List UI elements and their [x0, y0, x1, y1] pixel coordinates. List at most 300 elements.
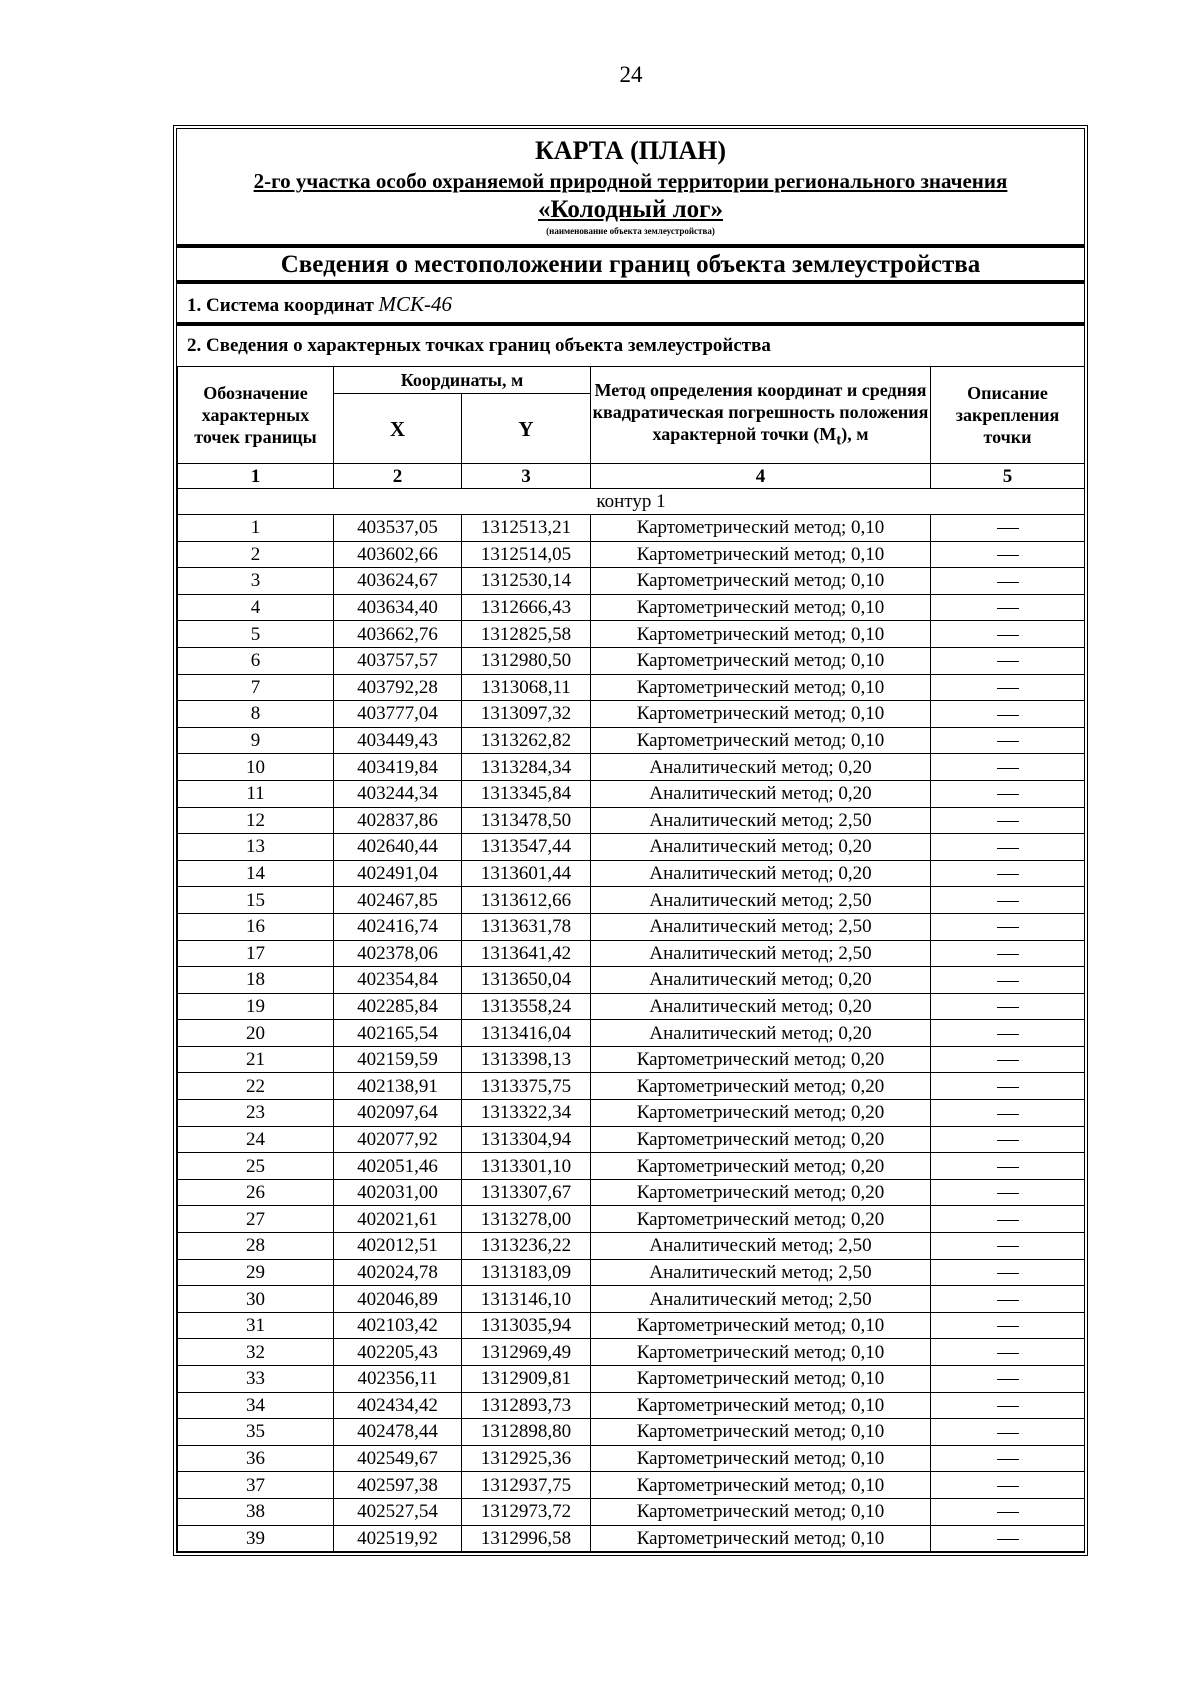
point-number: 16	[178, 913, 334, 940]
table-row	[178, 940, 1085, 967]
dash-mark	[997, 1406, 1019, 1407]
fixing-description	[931, 993, 1085, 1020]
method-accuracy: Картометрический метод; 0,10	[591, 568, 931, 595]
method-accuracy: Аналитический метод; 2,50	[591, 1233, 931, 1260]
method-accuracy: Аналитический метод; 2,50	[591, 887, 931, 914]
fixing-description	[931, 754, 1085, 781]
coordinate-y: 1312530,14	[462, 568, 591, 595]
header-description: Описание закрепления точки	[931, 367, 1085, 464]
table-row	[178, 967, 1085, 994]
fixing-description	[931, 727, 1085, 754]
coordinate-y: 1313097,32	[462, 701, 591, 728]
column-number-row	[178, 464, 1085, 489]
dash-mark	[997, 1300, 1019, 1301]
fixing-description	[931, 1498, 1085, 1525]
coordinate-x: 403792,28	[334, 674, 462, 701]
coordinate-x: 403634,40	[334, 594, 462, 621]
table-row	[178, 1206, 1085, 1233]
method-accuracy: Картометрический метод; 0,20	[591, 1206, 931, 1233]
coordinate-y: 1312925,36	[462, 1445, 591, 1472]
coordinate-y: 1313183,09	[462, 1259, 591, 1286]
dash-mark	[997, 608, 1019, 609]
coordinate-y: 1313416,04	[462, 1020, 591, 1047]
method-accuracy: Картометрический метод; 0,10	[591, 1392, 931, 1419]
point-number: 1	[178, 515, 334, 542]
dash-mark	[997, 1193, 1019, 1194]
coordinate-x: 402416,74	[334, 913, 462, 940]
coordinate-y: 1313641,42	[462, 940, 591, 967]
dash-mark	[997, 794, 1019, 795]
fixing-description	[931, 701, 1085, 728]
coordinate-y: 1313558,24	[462, 993, 591, 1020]
table-row	[178, 541, 1085, 568]
dash-mark	[997, 1433, 1019, 1434]
point-number: 6	[178, 647, 334, 674]
coordinate-x: 403662,76	[334, 621, 462, 648]
dash-mark	[997, 1512, 1019, 1513]
fixing-description	[931, 1153, 1085, 1180]
fixing-description	[931, 1525, 1085, 1552]
header-designation: Обозначение характерных точек границы	[178, 367, 334, 464]
dash-mark	[997, 821, 1019, 822]
point-number: 13	[178, 834, 334, 861]
dash-mark	[997, 528, 1019, 529]
dash-mark	[997, 1034, 1019, 1035]
point-number: 37	[178, 1472, 334, 1499]
coordinate-y: 1313278,00	[462, 1206, 591, 1233]
fixing-description	[931, 887, 1085, 914]
coordinate-y: 1312909,81	[462, 1366, 591, 1393]
coordinate-y: 1312513,21	[462, 515, 591, 542]
method-accuracy: Картометрический метод; 0,20	[591, 1100, 931, 1127]
coordinate-x: 402012,51	[334, 1233, 462, 1260]
coordinate-x: 402159,59	[334, 1046, 462, 1073]
table-row	[178, 780, 1085, 807]
coordinate-x: 402354,84	[334, 967, 462, 994]
dash-mark	[997, 768, 1019, 769]
dash-mark	[997, 1167, 1019, 1168]
coordinate-y: 1313236,22	[462, 1233, 591, 1260]
table-row	[178, 727, 1085, 754]
method-accuracy: Аналитический метод; 2,50	[591, 1286, 931, 1313]
column-number: 5	[931, 464, 1085, 489]
contour-row	[178, 489, 1085, 515]
header-method	[591, 367, 931, 464]
method-accuracy: Картометрический метод; 0,10	[591, 674, 931, 701]
fixing-description	[931, 1312, 1085, 1339]
point-number: 29	[178, 1259, 334, 1286]
coordinate-x: 402077,92	[334, 1126, 462, 1153]
table-row	[178, 807, 1085, 834]
coordinate-x: 402165,54	[334, 1020, 462, 1047]
fixing-description	[931, 1020, 1085, 1047]
coordinate-x: 402021,61	[334, 1206, 462, 1233]
column-number: 1	[178, 464, 334, 489]
table-row	[178, 1153, 1085, 1180]
table-row	[178, 1419, 1085, 1446]
dash-mark	[997, 1246, 1019, 1247]
coordinate-y: 1312937,75	[462, 1472, 591, 1499]
coordinate-system-label: 1. Система координат	[187, 295, 374, 316]
column-number: 3	[462, 464, 591, 489]
point-number: 28	[178, 1233, 334, 1260]
point-number: 4	[178, 594, 334, 621]
coordinate-system-value: МСК-46	[378, 292, 452, 316]
point-number: 24	[178, 1126, 334, 1153]
coordinate-y: 1313307,67	[462, 1179, 591, 1206]
fixing-description	[931, 780, 1085, 807]
fixing-description	[931, 674, 1085, 701]
method-accuracy: Картометрический метод; 0,10	[591, 594, 931, 621]
fixing-description	[931, 967, 1085, 994]
coordinate-x: 402031,00	[334, 1179, 462, 1206]
method-accuracy: Картометрический метод; 0,20	[591, 1126, 931, 1153]
dash-mark	[997, 1486, 1019, 1487]
fixing-description	[931, 594, 1085, 621]
table-row	[178, 1525, 1085, 1552]
method-accuracy: Картометрический метод; 0,10	[591, 1339, 931, 1366]
coordinate-x: 402097,64	[334, 1100, 462, 1127]
fixing-description	[931, 1445, 1085, 1472]
fixing-description	[931, 647, 1085, 674]
coordinate-y: 1313146,10	[462, 1286, 591, 1313]
point-number: 8	[178, 701, 334, 728]
fixing-description	[931, 1419, 1085, 1446]
point-number: 39	[178, 1525, 334, 1552]
contour-label: контур 1	[178, 489, 1085, 515]
column-number: 2	[334, 464, 462, 489]
dash-mark	[997, 715, 1019, 716]
point-number: 15	[178, 887, 334, 914]
coordinate-x: 402549,67	[334, 1445, 462, 1472]
coordinate-y: 1313284,34	[462, 754, 591, 781]
dash-mark	[997, 1379, 1019, 1380]
table-row	[178, 515, 1085, 542]
header-coordinates: Координаты, м	[334, 367, 591, 394]
method-accuracy: Аналитический метод; 0,20	[591, 860, 931, 887]
point-number: 32	[178, 1339, 334, 1366]
table-row	[178, 1233, 1085, 1260]
dash-mark	[997, 848, 1019, 849]
coordinate-x: 403624,67	[334, 568, 462, 595]
coordinate-x: 402527,54	[334, 1498, 462, 1525]
table-row	[178, 887, 1085, 914]
section-heading: Сведения о местоположении границ объекта землеустройства	[177, 246, 1084, 282]
dash-mark	[997, 1220, 1019, 1221]
points-table-body	[178, 515, 1085, 1552]
fixing-description	[931, 860, 1085, 887]
fixing-description	[931, 913, 1085, 940]
dash-mark	[997, 741, 1019, 742]
dash-mark	[997, 901, 1019, 902]
fixing-description	[931, 1472, 1085, 1499]
fixing-description	[931, 1046, 1085, 1073]
dash-mark	[997, 1326, 1019, 1327]
method-accuracy: Аналитический метод; 0,20	[591, 780, 931, 807]
coordinate-x: 403757,57	[334, 647, 462, 674]
header-x: X	[334, 394, 462, 464]
coordinate-y: 1313345,84	[462, 780, 591, 807]
fixing-description	[931, 940, 1085, 967]
coordinate-y: 1313304,94	[462, 1126, 591, 1153]
dash-mark	[997, 1114, 1019, 1115]
coordinate-x: 403537,05	[334, 515, 462, 542]
table-row	[178, 834, 1085, 861]
dash-mark	[997, 1140, 1019, 1141]
point-number: 10	[178, 754, 334, 781]
coordinate-x: 402491,04	[334, 860, 462, 887]
method-accuracy: Картометрический метод; 0,20	[591, 1073, 931, 1100]
point-number: 30	[178, 1286, 334, 1313]
coordinate-system	[177, 282, 1084, 324]
header-method-subscript: t	[836, 432, 842, 449]
dash-mark	[997, 1007, 1019, 1008]
fixing-description	[931, 1100, 1085, 1127]
dash-mark	[997, 1539, 1019, 1540]
table-row	[178, 993, 1085, 1020]
method-accuracy: Картометрический метод; 0,20	[591, 1046, 931, 1073]
coordinate-x: 403419,84	[334, 754, 462, 781]
object-name-caption: (наименование объекта землеустройства)	[546, 226, 715, 236]
dash-mark	[997, 1459, 1019, 1460]
point-number: 12	[178, 807, 334, 834]
fixing-description	[931, 807, 1085, 834]
table-row	[178, 1179, 1085, 1206]
coordinate-x: 402378,06	[334, 940, 462, 967]
coordinate-y: 1313398,13	[462, 1046, 591, 1073]
dash-mark	[997, 688, 1019, 689]
point-number: 33	[178, 1366, 334, 1393]
fixing-description	[931, 834, 1085, 861]
points-table	[177, 366, 1085, 1552]
point-number: 36	[178, 1445, 334, 1472]
column-number: 4	[591, 464, 931, 489]
coordinate-y: 1312898,80	[462, 1419, 591, 1446]
table-row	[178, 1366, 1085, 1393]
coordinate-x: 402046,89	[334, 1286, 462, 1313]
point-number: 35	[178, 1419, 334, 1446]
point-number: 5	[178, 621, 334, 648]
coordinate-x: 402519,92	[334, 1525, 462, 1552]
coordinate-y: 1313547,44	[462, 834, 591, 861]
point-number: 25	[178, 1153, 334, 1180]
dash-mark	[997, 1060, 1019, 1061]
point-number: 38	[178, 1498, 334, 1525]
method-accuracy: Картометрический метод; 0,10	[591, 1419, 931, 1446]
table-row	[178, 1020, 1085, 1047]
coordinate-x: 402103,42	[334, 1312, 462, 1339]
coordinate-x: 403602,66	[334, 541, 462, 568]
method-accuracy: Аналитический метод; 2,50	[591, 1259, 931, 1286]
dash-mark	[997, 661, 1019, 662]
point-number: 3	[178, 568, 334, 595]
coordinate-y: 1312666,43	[462, 594, 591, 621]
table-row	[178, 913, 1085, 940]
method-accuracy: Картометрический метод; 0,20	[591, 1153, 931, 1180]
point-number: 11	[178, 780, 334, 807]
coordinate-y: 1312893,73	[462, 1392, 591, 1419]
method-accuracy: Аналитический метод; 0,20	[591, 754, 931, 781]
coordinate-y: 1313612,66	[462, 887, 591, 914]
fixing-description	[931, 1179, 1085, 1206]
coordinate-y: 1312973,72	[462, 1498, 591, 1525]
table-row	[178, 1259, 1085, 1286]
method-accuracy: Аналитический метод; 0,20	[591, 993, 931, 1020]
coordinate-y: 1312996,58	[462, 1525, 591, 1552]
point-number: 7	[178, 674, 334, 701]
coordinate-x: 402434,42	[334, 1392, 462, 1419]
coordinate-y: 1313478,50	[462, 807, 591, 834]
dash-mark	[997, 582, 1019, 583]
method-accuracy: Картометрический метод; 0,10	[591, 1445, 931, 1472]
point-number: 23	[178, 1100, 334, 1127]
method-accuracy: Аналитический метод; 2,50	[591, 807, 931, 834]
table-row	[178, 1286, 1085, 1313]
method-accuracy: Картометрический метод; 0,10	[591, 1312, 931, 1339]
point-number: 22	[178, 1073, 334, 1100]
coordinate-x: 402837,86	[334, 807, 462, 834]
point-number: 21	[178, 1046, 334, 1073]
method-accuracy: Аналитический метод; 2,50	[591, 913, 931, 940]
table-row	[178, 568, 1085, 595]
fixing-description	[931, 1259, 1085, 1286]
coordinate-y: 1313301,10	[462, 1153, 591, 1180]
method-accuracy: Картометрический метод; 0,10	[591, 647, 931, 674]
coordinate-y: 1313322,34	[462, 1100, 591, 1127]
coordinate-x: 402285,84	[334, 993, 462, 1020]
method-accuracy: Картометрический метод; 0,10	[591, 1472, 931, 1499]
fixing-description	[931, 1286, 1085, 1313]
table-row	[178, 594, 1085, 621]
dash-mark	[997, 1273, 1019, 1274]
coordinate-y: 1313631,78	[462, 913, 591, 940]
coordinate-x: 402138,91	[334, 1073, 462, 1100]
dash-mark	[997, 927, 1019, 928]
coordinate-y: 1312825,58	[462, 621, 591, 648]
table-row	[178, 674, 1085, 701]
fixing-description	[931, 1366, 1085, 1393]
table-row	[178, 1498, 1085, 1525]
fixing-description	[931, 568, 1085, 595]
coordinate-x: 403449,43	[334, 727, 462, 754]
header-y: Y	[462, 394, 591, 464]
fixing-description	[931, 621, 1085, 648]
method-accuracy: Картометрический метод; 0,10	[591, 515, 931, 542]
coordinate-y: 1312969,49	[462, 1339, 591, 1366]
point-number: 9	[178, 727, 334, 754]
dash-mark	[997, 635, 1019, 636]
fixing-description	[931, 1126, 1085, 1153]
table-row	[178, 1472, 1085, 1499]
table-row	[178, 1445, 1085, 1472]
method-accuracy: Аналитический метод; 0,20	[591, 834, 931, 861]
coordinate-x: 402467,85	[334, 887, 462, 914]
method-accuracy: Картометрический метод; 0,10	[591, 1366, 931, 1393]
coordinate-y: 1313375,75	[462, 1073, 591, 1100]
document-subtitle: 2-го участка особо охраняемой природной территории регионального значения	[253, 169, 1008, 193]
coordinate-y: 1313068,11	[462, 674, 591, 701]
dash-mark	[997, 1353, 1019, 1354]
fixing-description	[931, 1392, 1085, 1419]
point-number: 19	[178, 993, 334, 1020]
dash-mark	[997, 981, 1019, 982]
coordinate-y: 1313035,94	[462, 1312, 591, 1339]
table-row	[178, 1100, 1085, 1127]
header-method-text: Метод определения координат и средняя квадратическая погрешность положения характерной точки (M	[592, 379, 929, 444]
method-accuracy: Картометрический метод; 0,20	[591, 1179, 931, 1206]
dash-mark	[997, 874, 1019, 875]
fixing-description	[931, 1206, 1085, 1233]
point-number: 20	[178, 1020, 334, 1047]
method-accuracy: Аналитический метод; 0,20	[591, 967, 931, 994]
coordinate-x: 402478,44	[334, 1419, 462, 1446]
coordinate-x: 403777,04	[334, 701, 462, 728]
coordinate-y: 1313601,44	[462, 860, 591, 887]
table-row	[178, 1312, 1085, 1339]
point-number: 14	[178, 860, 334, 887]
fixing-description	[931, 515, 1085, 542]
method-accuracy: Аналитический метод; 2,50	[591, 940, 931, 967]
table-row	[178, 1339, 1085, 1366]
point-number: 2	[178, 541, 334, 568]
point-number: 34	[178, 1392, 334, 1419]
coordinate-x: 403244,34	[334, 780, 462, 807]
method-accuracy: Картометрический метод; 0,10	[591, 541, 931, 568]
coordinate-x: 402205,43	[334, 1339, 462, 1366]
fixing-description	[931, 1233, 1085, 1260]
page-number: 24	[619, 62, 643, 87]
dash-mark	[997, 555, 1019, 556]
dash-mark	[997, 1087, 1019, 1088]
table-row	[178, 621, 1085, 648]
method-accuracy: Аналитический метод; 0,20	[591, 1020, 931, 1047]
fixing-description	[931, 541, 1085, 568]
coordinate-y: 1313262,82	[462, 727, 591, 754]
table-row	[178, 1392, 1085, 1419]
table-row	[178, 1046, 1085, 1073]
fixing-description	[931, 1339, 1085, 1366]
table-row	[178, 1073, 1085, 1100]
coordinate-x: 402597,38	[334, 1472, 462, 1499]
document-frame	[173, 125, 1088, 1556]
point-number: 17	[178, 940, 334, 967]
object-name: «Колодный лог»	[538, 196, 723, 223]
coordinate-y: 1312980,50	[462, 647, 591, 674]
coordinate-x: 402024,78	[334, 1259, 462, 1286]
fixing-description	[931, 1073, 1085, 1100]
method-accuracy: Картометрический метод; 0,10	[591, 1525, 931, 1552]
coordinate-x: 402356,11	[334, 1366, 462, 1393]
point-number: 18	[178, 967, 334, 994]
table-row	[178, 754, 1085, 781]
point-number: 26	[178, 1179, 334, 1206]
points-section-title: 2. Сведения о характерных точках границ объекта землеустройства	[177, 324, 1084, 366]
table-row	[178, 1126, 1085, 1153]
point-number: 27	[178, 1206, 334, 1233]
coordinate-x: 402640,44	[334, 834, 462, 861]
table-row	[178, 647, 1085, 674]
title-block	[177, 129, 1084, 246]
coordinate-x: 402051,46	[334, 1153, 462, 1180]
method-accuracy: Картометрический метод; 0,10	[591, 727, 931, 754]
table-row	[178, 701, 1085, 728]
coordinate-y: 1312514,05	[462, 541, 591, 568]
dash-mark	[997, 954, 1019, 955]
method-accuracy: Картометрический метод; 0,10	[591, 1498, 931, 1525]
table-row	[178, 860, 1085, 887]
method-accuracy: Картометрический метод; 0,10	[591, 701, 931, 728]
coordinate-y: 1313650,04	[462, 967, 591, 994]
